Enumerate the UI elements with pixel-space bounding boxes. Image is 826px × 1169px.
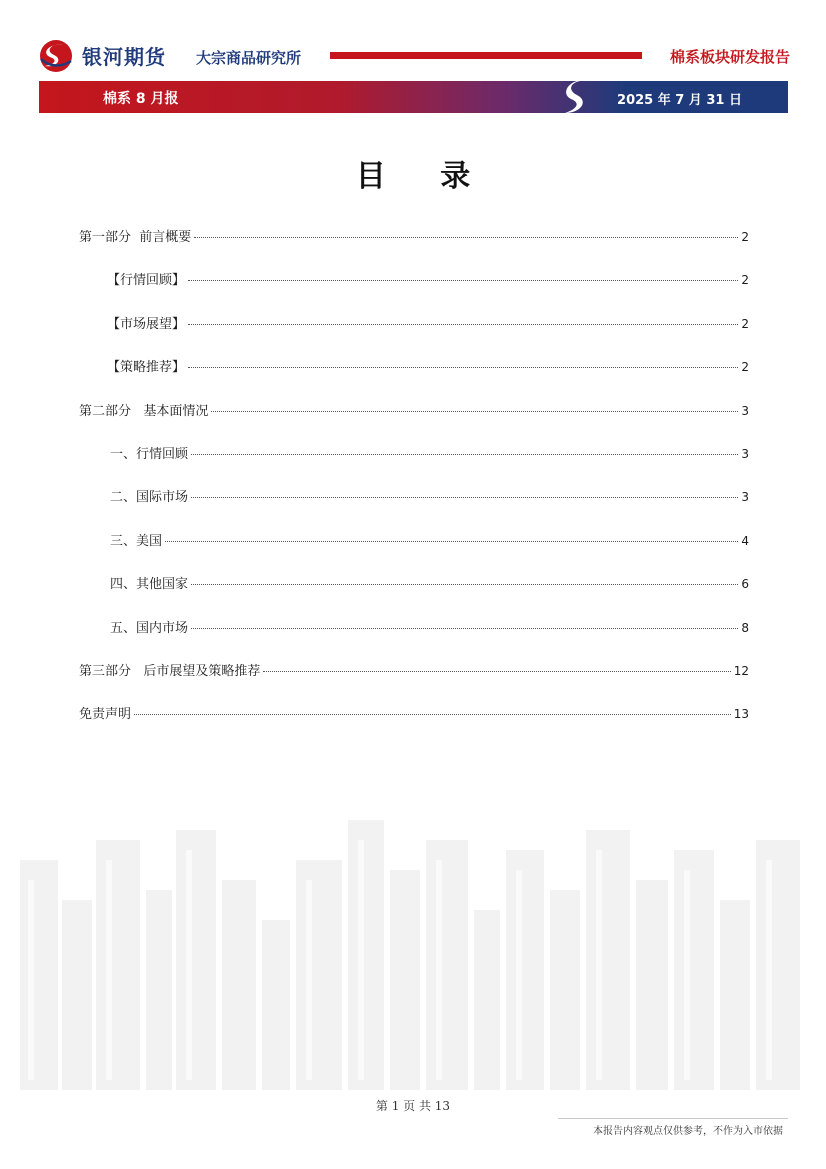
toc-entry[interactable]	[79, 400, 749, 443]
toc-entry-page: 2	[741, 273, 749, 288]
city-skyline-watermark	[0, 820, 826, 1090]
toc-entry[interactable]	[79, 313, 749, 356]
toc-entry-label: 【行情回顾】	[107, 273, 186, 289]
footer-disclaimer: 本报告内容观点仅供参考，不作为入市依据	[593, 1126, 783, 1137]
toc-entry-page: 3	[741, 490, 749, 505]
toc-entry-label: 三、美国	[110, 533, 163, 549]
footer-rule	[558, 1118, 788, 1119]
toc-leader-dots	[191, 584, 738, 585]
banner-date: 2025 年 7 月 31 日	[617, 93, 742, 108]
toc-entry-page: 3	[741, 403, 749, 418]
toc-entry[interactable]	[79, 617, 749, 660]
header-red-rule	[330, 52, 642, 59]
toc-entry[interactable]	[79, 269, 749, 312]
toc-entry-page: 3	[741, 446, 749, 461]
toc-leader-dots	[191, 497, 738, 498]
toc-entry-label: 免责声明	[79, 707, 132, 723]
toc-entry-page: 13	[733, 707, 749, 722]
toc-leader-dots	[191, 454, 738, 455]
toc-entry-page: 6	[741, 577, 749, 592]
toc-entry-page: 4	[741, 533, 749, 548]
toc-leader-dots	[194, 237, 738, 238]
toc-entry-page: 2	[741, 230, 749, 244]
toc-entry[interactable]	[79, 573, 749, 616]
galaxy-futures-logo-icon	[37, 39, 75, 73]
toc-leader-dots	[188, 324, 738, 325]
toc-entry[interactable]	[79, 226, 749, 269]
toc-entry-label: 第一部分 前言概要	[79, 230, 192, 245]
brand-name: 银河期货	[82, 45, 166, 69]
page-indicator: 第 1 页 共 13	[375, 1099, 451, 1113]
toc-entry-label: 五、国内市场	[110, 620, 189, 636]
toc-entry-page: 12	[733, 663, 749, 678]
toc-entry-label: 第三部分 后市展望及策略推荐	[79, 663, 261, 679]
toc-entry[interactable]	[79, 530, 749, 573]
swoosh-icon	[557, 77, 601, 117]
toc-entry[interactable]	[79, 660, 749, 703]
toc-entry[interactable]	[79, 703, 749, 746]
toc-entry[interactable]	[79, 356, 749, 399]
toc-leader-dots	[191, 628, 738, 629]
toc-entry-label: 四、其他国家	[110, 577, 189, 593]
toc-entry[interactable]	[79, 443, 749, 486]
toc-entry[interactable]	[79, 486, 749, 529]
report-type: 棉系板块研发报告	[669, 48, 790, 66]
banner-title: 棉系 8 月报	[103, 91, 179, 107]
toc-entry-label: 【策略推荐】	[107, 360, 186, 376]
table-of-contents	[79, 226, 749, 747]
toc-leader-dots	[188, 280, 738, 281]
toc-entry-label: 一、行情回顾	[110, 446, 189, 462]
toc-entry-page: 2	[741, 360, 749, 375]
toc-entry-label: 二、国际市场	[110, 490, 189, 506]
toc-entry-label: 【市场展望】	[107, 316, 186, 332]
toc-leader-dots	[263, 671, 730, 672]
toc-leader-dots	[188, 367, 738, 368]
toc-leader-dots	[165, 541, 738, 542]
department-name: 大宗商品研究所	[196, 49, 302, 67]
toc-leader-dots	[134, 714, 731, 715]
toc-title: 目 录	[355, 159, 493, 194]
toc-entry-page: 2	[741, 316, 749, 331]
toc-entry-page: 8	[741, 620, 749, 635]
toc-entry-label: 第二部分 基本面情况	[79, 403, 209, 419]
title-banner	[39, 81, 788, 113]
toc-leader-dots	[211, 411, 738, 412]
